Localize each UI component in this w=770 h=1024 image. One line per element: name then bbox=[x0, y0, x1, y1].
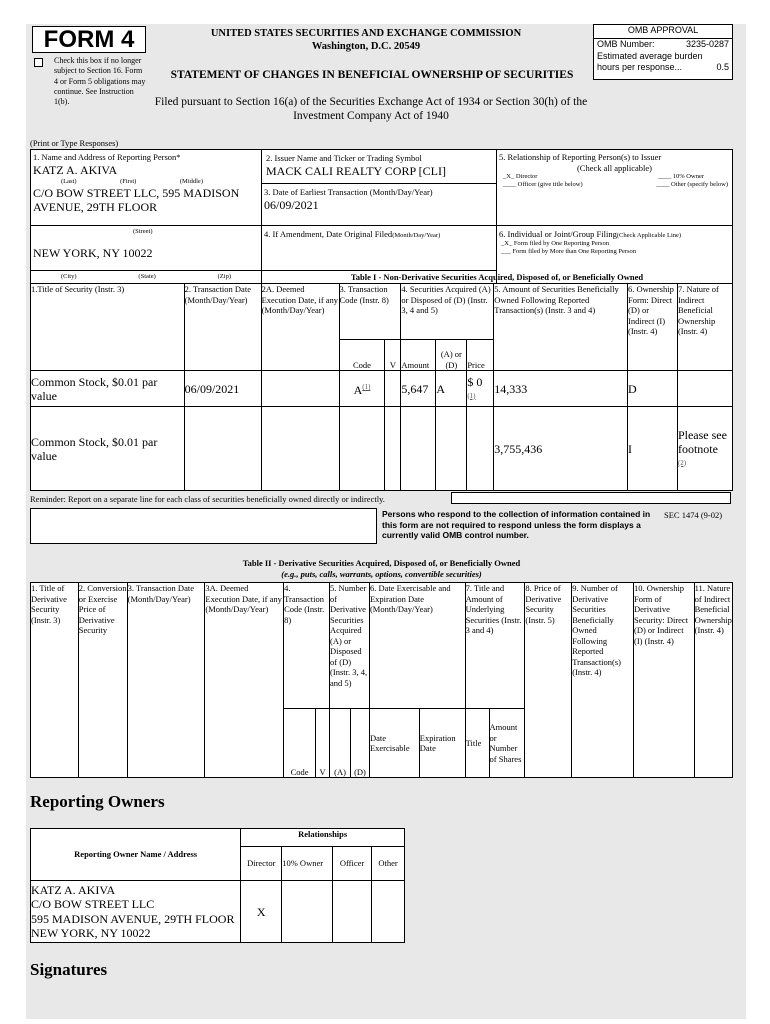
omb-burden-label: Estimated average burden bbox=[597, 50, 703, 61]
t1-r1-nature bbox=[677, 371, 732, 407]
owner-officer-cell bbox=[333, 881, 372, 943]
t1-r1-code: A bbox=[353, 383, 363, 397]
agency-name: UNITED STATES SECURITIES AND EXCHANGE COMMISSION bbox=[210, 28, 522, 39]
rel-director: _X_ Director bbox=[503, 173, 538, 180]
box6-sub: (Check Applicable Line) bbox=[616, 232, 682, 239]
owner-name-header: Reporting Owner Name / Address bbox=[31, 829, 241, 881]
label-first: (First) bbox=[120, 177, 137, 185]
rel-col-ten-pct: 10% Owner bbox=[282, 847, 333, 881]
box6-label: 6. Individual or Joint/Group Filing bbox=[499, 229, 617, 239]
box1-city bbox=[30, 225, 262, 271]
table-row bbox=[31, 407, 733, 491]
rel-col-director: Director bbox=[241, 847, 282, 881]
t1-r2-title: Common Stock, $0.01 par value bbox=[31, 407, 185, 491]
t1-r1-aord: A bbox=[436, 371, 467, 407]
t2-head-code: 4. Transaction Code (Instr. 8) bbox=[284, 583, 330, 709]
t1-r2-price bbox=[467, 407, 494, 491]
t1-r1-date: 06/09/2021 bbox=[184, 371, 261, 407]
relationships-header: Relationships bbox=[241, 829, 405, 847]
top-section bbox=[30, 149, 733, 490]
t2-sub-v: V bbox=[316, 709, 330, 778]
table2-subtitle: (e.g., puts, calls, warrants, options, convertible securities) bbox=[281, 569, 482, 579]
rel-col-officer: Officer bbox=[333, 847, 372, 881]
label-city: (City) bbox=[61, 273, 77, 280]
box5-sub: (Check all applicable) bbox=[576, 162, 653, 173]
t2-head-number: 5. Number of Derivative Securities Acquired (A) or Disposed of (D) (Instr. 3, 4, and 5) bbox=[330, 583, 370, 709]
t1-r1-title: Common Stock, $0.01 par value bbox=[31, 371, 185, 407]
reporting-person-address: C/O BOW STREET LLC, 595 MADISON AVENUE, 29TH FLOOR bbox=[33, 185, 240, 214]
table-row bbox=[31, 371, 733, 407]
t2-sub-a: (A) bbox=[330, 709, 351, 778]
no-longer-subject-checkbox[interactable] bbox=[34, 58, 43, 67]
sec-code: SEC 1474 (9-02) bbox=[664, 510, 723, 520]
footnote-1-link[interactable]: (1) bbox=[362, 383, 371, 391]
omb-hours-label: hours per response... bbox=[597, 62, 683, 72]
rel-other: ____ Other (specify below) bbox=[656, 181, 728, 188]
omb-number: 3235-0287 bbox=[685, 39, 729, 49]
form-title: FORM 4 bbox=[32, 26, 146, 53]
blank-box bbox=[30, 508, 377, 544]
rel-col-other: Other bbox=[372, 847, 405, 881]
t2-sub-d: (D) bbox=[351, 709, 370, 778]
footnote-1-price-link[interactable]: (1) bbox=[467, 391, 476, 400]
t1-r1-form: D bbox=[628, 371, 678, 407]
t1-r2-amount bbox=[401, 407, 436, 491]
omb-hours: 0.5 bbox=[716, 62, 729, 72]
t2-head-title: 1. Title of Derivative Security (Instr. 3) bbox=[31, 583, 79, 778]
table2-title: Table II - Derivative Securities Acquired, Disposed of, or Beneficially Owned bbox=[242, 558, 521, 568]
t1-r2-nature: Please see footnote bbox=[677, 427, 727, 456]
t2-sub-exp: Expiration Date bbox=[419, 709, 465, 778]
t1-r2-date bbox=[184, 407, 261, 491]
box4-sub: (Month/Day/Year) bbox=[392, 232, 441, 239]
box2-label: 2. Issuer Name and Ticker or Trading Symbol bbox=[266, 153, 422, 163]
box3-date bbox=[261, 183, 497, 226]
box5-label: 5. Relationship of Reporting Person(s) to Issuer bbox=[499, 152, 662, 162]
rel-officer: ____ Officer (give title below) bbox=[503, 181, 583, 188]
earliest-transaction-date: 06/09/2021 bbox=[264, 197, 319, 212]
owner-line: C/O BOW STREET LLC bbox=[31, 897, 155, 911]
t1-head-code: 3. Transaction Code (Instr. 8) bbox=[339, 284, 401, 340]
reporting-person-city: NEW YORK, NY 10022 bbox=[33, 246, 153, 260]
box3-label: 3. Date of Earliest Transaction (Month/Day/Year) bbox=[264, 187, 433, 197]
form-page bbox=[26, 24, 746, 1019]
t1-head-owned: 5. Amount of Securities Beneficially Owned Following Reported Transaction(s) (Instr. 3 and 4) bbox=[494, 284, 628, 371]
t1-head-form: 6. Ownership Form: Direct (D) or Indirect (I) (Instr. 4) bbox=[628, 284, 678, 371]
omb-number-label: OMB Number: bbox=[597, 39, 655, 49]
t1-head-date: 2. Transaction Date (Month/Day/Year) bbox=[184, 284, 261, 371]
t1-sub-price: Price bbox=[467, 340, 494, 371]
t1-sub-aord: (A) or (D) bbox=[436, 340, 467, 371]
owner-line: NEW YORK, NY 10022 bbox=[31, 926, 151, 940]
t2-head-nature: 11. Nature of Indirect Beneficial Ownership (Instr. 4) bbox=[694, 583, 732, 778]
t2-head-conversion: 2. Conversion or Exercise Price of Derivative Security bbox=[78, 583, 127, 778]
t2-head-exercisable: 6. Date Exercisable and Expiration Date (Month/Day/Year) bbox=[369, 583, 465, 709]
box2-issuer bbox=[261, 149, 497, 184]
table1 bbox=[30, 283, 733, 491]
t1-r1-price: $ 0 bbox=[467, 374, 483, 389]
t2-sub-date-ex: Date Exercisable bbox=[369, 709, 419, 778]
signatures-heading: Signatures bbox=[30, 960, 108, 979]
print-type-note: (Print or Type Responses) bbox=[30, 138, 119, 148]
box1-name bbox=[30, 149, 262, 226]
owner-line: KATZ A. AKIVA bbox=[31, 882, 116, 897]
filing-option-more: ___ Form filed by More than One Reporting Person bbox=[501, 248, 637, 255]
t1-r2-owned: 3,755,436 bbox=[494, 407, 628, 491]
reporting-person-name: KATZ A. AKIVA bbox=[33, 162, 118, 177]
owner-other-cell bbox=[372, 881, 405, 943]
t1-r2-v bbox=[385, 407, 401, 491]
t2-sub-title: Title bbox=[465, 709, 489, 778]
label-state: (State) bbox=[138, 273, 156, 280]
t2-head-underlying: 7. Title and Amount of Underlying Securities (Instr. 3 and 4) bbox=[465, 583, 525, 709]
agency-location: Washington, D.C. 20549 bbox=[311, 41, 421, 52]
table2 bbox=[30, 582, 733, 778]
t2-head-form: 10. Ownership Form of Derivative Security: Direct (D) or Indirect (I) (Instr. 4) bbox=[634, 583, 695, 778]
footnote-2-link[interactable]: (2) bbox=[677, 458, 687, 467]
statement-title: STATEMENT OF CHANGES IN BENEFICIAL OWNERSHIP OF SECURITIES bbox=[170, 69, 574, 81]
box1-citystatezip-labels bbox=[30, 270, 262, 284]
filing-option-one: _X_ Form filed by One Reporting Person bbox=[501, 240, 609, 247]
label-last: (Last) bbox=[61, 177, 77, 185]
omb-title: OMB APPROVAL bbox=[594, 25, 732, 39]
t1-sub-v: V bbox=[385, 340, 401, 371]
box4-label: 4. If Amendment, Date Original Filed bbox=[264, 229, 393, 239]
omb-approval-box bbox=[593, 24, 733, 80]
owner-director-mark: X bbox=[241, 881, 282, 943]
owner-ten-pct-cell bbox=[282, 881, 333, 943]
t1-sub-code: Code bbox=[339, 340, 385, 371]
reporting-owners-heading: Reporting Owners bbox=[30, 792, 165, 811]
t2-head-deemed: 3A. Deemed Execution Date, if any (Month/Day/Year) bbox=[205, 583, 284, 778]
t1-r2-code bbox=[339, 407, 385, 491]
reporting-owners-table bbox=[30, 828, 405, 943]
table-row bbox=[31, 881, 405, 943]
table1-title: Table I - Non-Derivative Securities Acquired, Disposed of, or Beneficially Owned bbox=[350, 272, 644, 282]
agency-header bbox=[166, 27, 566, 53]
t1-r1-deemed bbox=[261, 371, 339, 407]
t2-head-date: 3. Transaction Date (Month/Day/Year) bbox=[127, 583, 205, 778]
box4-amendment bbox=[261, 225, 497, 271]
t2-sub-amount-shares: Amount or Number of Shares bbox=[489, 709, 525, 778]
label-zip: (Zip) bbox=[217, 273, 231, 280]
reminder-text: Reminder: Report on a separate line for each class of securities beneficially owned directly or indirectly. bbox=[30, 494, 385, 504]
rel-ten-pct: ____ 10% Owner bbox=[658, 173, 704, 180]
t2-head-price: 8. Price of Derivative Security (Instr. 5) bbox=[525, 583, 572, 778]
t1-head-deemed: 2A. Deemed Execution Date, if any (Month/Day/Year) bbox=[261, 284, 339, 371]
t1-head-title: 1.Title of Security (Instr. 3) bbox=[31, 284, 185, 371]
t1-r2-form: I bbox=[628, 407, 678, 491]
box1-label: 1. Name and Address of Reporting Person bbox=[33, 152, 177, 162]
issuer-name: MACK CALI REALTY CORP [CLI] bbox=[266, 163, 447, 178]
t1-head-nature: 7. Nature of Indirect Beneficial Ownership (Instr. 4) bbox=[677, 284, 732, 371]
box5-relationship bbox=[496, 149, 733, 226]
t1-r1-owned: 14,333 bbox=[494, 371, 628, 407]
owner-address-cell bbox=[31, 881, 241, 943]
t1-r2-aord bbox=[436, 407, 467, 491]
t2-head-number-owned: 9. Number of Derivative Securities Beneficially Owned Following Reported Transaction(s) (Instr. 4) bbox=[572, 583, 634, 778]
label-street: (Street) bbox=[133, 228, 153, 235]
t1-head-securities: 4. Securities Acquired (A) or Disposed of (D) (Instr. 3, 4 and 5) bbox=[401, 284, 494, 340]
t1-r1-v bbox=[385, 371, 401, 407]
t2-sub-code: Code bbox=[284, 709, 316, 778]
persons-notice: Persons who respond to the collection of information contained in this form are not required to respond unless the form displays a currently valid OMB control number. bbox=[382, 509, 651, 540]
owner-line: 595 MADISON AVENUE, 29TH FLOOR bbox=[31, 911, 235, 926]
filed-pursuant: Filed pursuant to Section 16(a) of the Securities Exchange Act of 1934 or Section 30(h) of the Investment Company Act of 1940 bbox=[154, 96, 588, 122]
reminder-box bbox=[451, 492, 731, 504]
t1-r1-amount: 5,647 bbox=[401, 371, 436, 407]
t1-sub-amount: Amount bbox=[401, 340, 436, 371]
box1-label-mark: * bbox=[176, 152, 181, 162]
checkbox-text: Check this box if no longer subject to Section 16. Form 4 or Form 5 obligations may continue. See Instruction 1(b). bbox=[54, 56, 146, 107]
label-middle: (Middle) bbox=[179, 177, 203, 185]
t1-r2-deemed bbox=[261, 407, 339, 491]
